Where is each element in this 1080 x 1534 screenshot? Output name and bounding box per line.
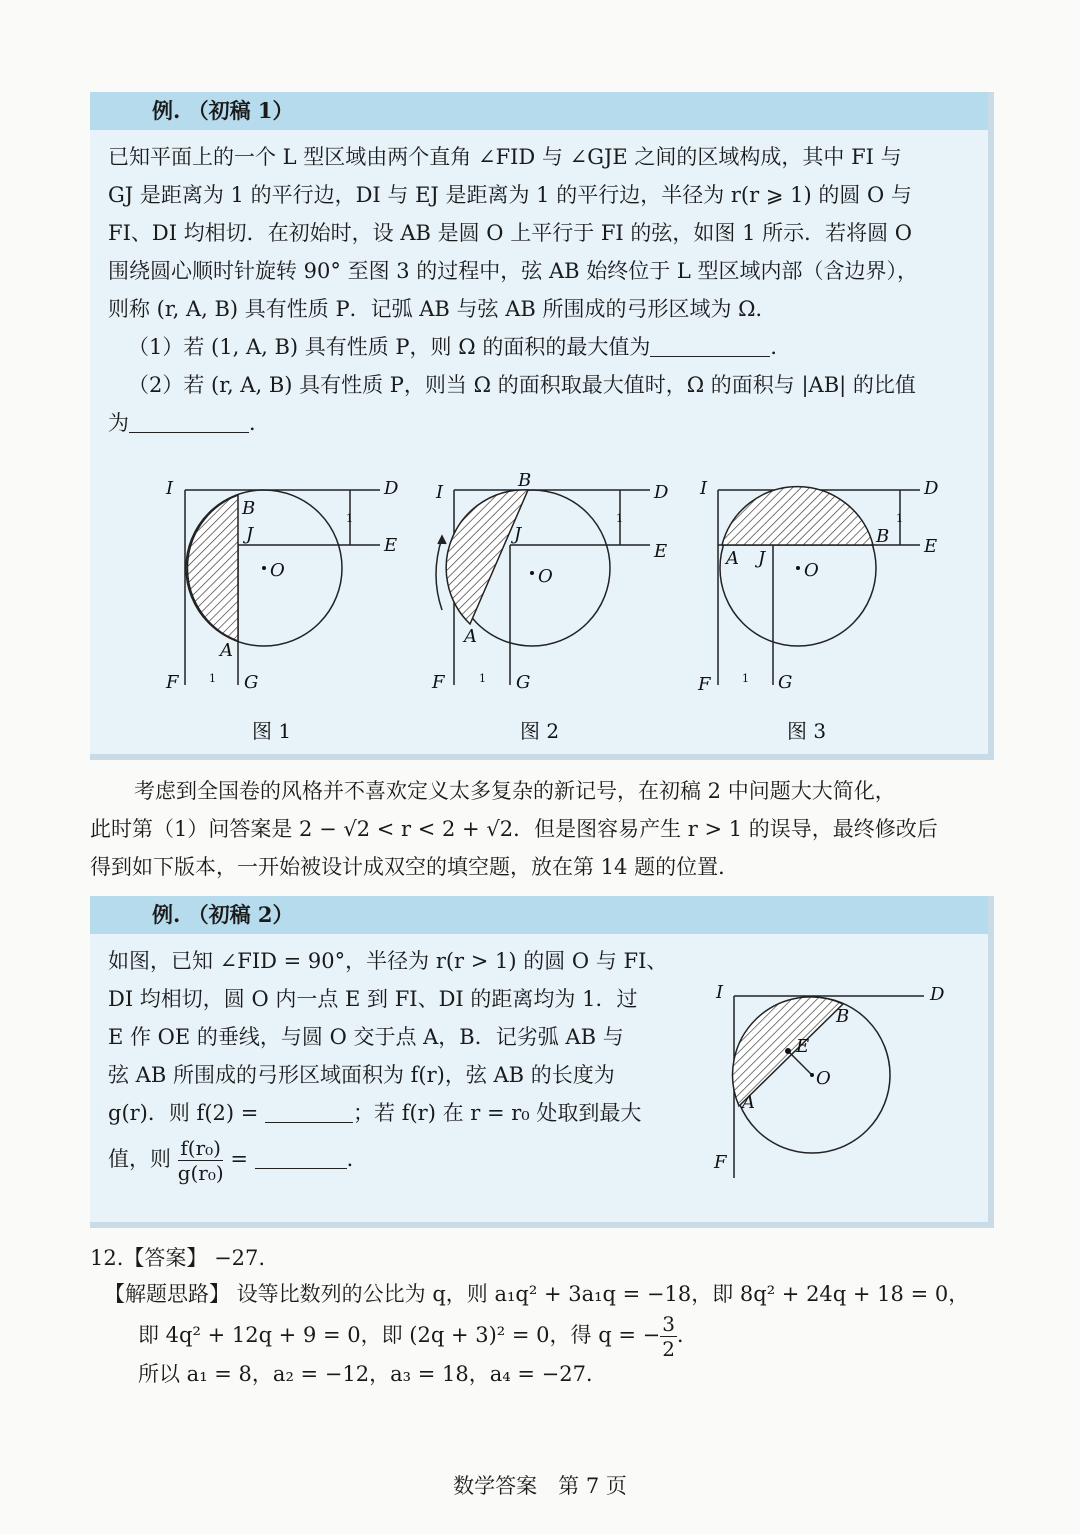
middle-paragraph [90, 772, 994, 886]
caption-fig3: 图 3 [787, 719, 827, 743]
fig1-segment [187, 495, 238, 641]
caption-fig2: 图 2 [520, 719, 560, 743]
line6-b: = [230, 1147, 248, 1171]
fig2-center-dot [530, 571, 534, 575]
answer-section [90, 1240, 994, 1392]
fig1-label-J: J [246, 524, 254, 545]
fig2-label-G: G [516, 672, 531, 693]
middle-line-3: 得到如下版本，一开始被设计成双空的填空题，放在第 14 题的位置． [90, 855, 740, 879]
line6-a: 值，则 [108, 1147, 171, 1171]
ex2-label-F: F [714, 1152, 727, 1173]
ex2-center-dot [810, 1073, 814, 1077]
fig2-label-I: I [436, 482, 444, 503]
fig3-center-dot [796, 566, 800, 570]
fig2-label-A: A [464, 626, 477, 647]
fig2-dim-vertical: 1 [616, 512, 623, 525]
q1-end: ． [770, 335, 792, 359]
fig2-dim-horizontal: 1 [479, 672, 486, 685]
example2-line-2: DI 均相切，圆 O 内一点 E 到 FI、DI 的距离均为 1．过 [108, 987, 638, 1011]
q2-end: ． [249, 411, 270, 435]
example1-line-2: GJ 是距离为 1 的平行边，DI 与 EJ 是距离为 1 的平行边，半径为 r(r ⩾ 1) 的圆 O 与 [108, 183, 912, 207]
example1-figures [90, 460, 990, 750]
example1-question-2-cont [108, 404, 970, 442]
rotation-arrow [436, 538, 442, 610]
example2-line-1: 如图，已知 ∠FID = 90°，半径为 r(r > 1) 的圆 O 与 FI、 [108, 949, 668, 973]
fig1-label-I: I [166, 478, 174, 499]
example2-line-5 [108, 1094, 688, 1132]
caption-fig1: 图 1 [252, 719, 292, 743]
fig1-label-D: D [384, 478, 399, 499]
example2-figure [702, 978, 1002, 1178]
q1-text: （1）若 (1, A, B) 具有性质 P，则 Ω 的面积的最大值为 [128, 335, 651, 359]
fig1-label-E: E [384, 535, 398, 556]
q-fraction [660, 1312, 677, 1361]
fig2-segment [446, 490, 528, 624]
example1-line-1: 已知平面上的一个 L 型区域由两个直角 ∠FID 与 ∠GJE 之间的区域构成，其中 FI 与 [108, 145, 902, 169]
fig2-label-F: F [432, 672, 445, 693]
example2-line-3: E 作 OE 的垂线，与圆 O 交于点 A，B．记劣弧 AB 与 [108, 1025, 624, 1049]
example1-question-1 [108, 328, 970, 366]
fig1-label-O: O [270, 560, 285, 581]
fig3-label-O: O [804, 560, 819, 581]
example1-box [90, 92, 994, 760]
fig3-dim-vertical: 1 [896, 512, 903, 525]
ex2-label-O: O [816, 1068, 831, 1089]
fig1-label-F: F [166, 672, 179, 693]
fig2-label-J: J [514, 524, 522, 545]
fig2-label-E: E [654, 541, 668, 562]
answer-title: 12.【答案】 −27. [90, 1246, 266, 1270]
ratio-answer-blank[interactable] [255, 1144, 347, 1169]
fig1-label-G: G [244, 672, 259, 693]
fig2-label-D: D [654, 482, 669, 503]
ex2-point-E [785, 1048, 791, 1054]
fig3-segment [722, 487, 873, 545]
line5-a: g(r)．则 f(2) = [108, 1101, 259, 1125]
fig3-label-J: J [758, 548, 766, 569]
reasoning-2-text: 即 4q² + 12q + 9 = 0，即 (2q + 3)² = 0，得 q = − [138, 1323, 661, 1347]
fig3-label-A: A [726, 548, 739, 569]
f2-answer-blank[interactable] [265, 1098, 353, 1123]
q1-answer-blank[interactable] [650, 332, 770, 357]
line5-b: ；若 f(r) 在 r = r₀ 处取到最大 [353, 1101, 642, 1125]
fig2-label-B: B [518, 470, 532, 491]
answer-reasoning-1: 【解题思路】 设等比数列的公比为 q，则 a₁q² + 3a₁q = −18，即 8q² + 24q + 18 = 0， [104, 1282, 970, 1306]
fig3-label-F: F [698, 674, 711, 695]
example2-box [90, 896, 994, 1228]
ex2-label-A: A [742, 1092, 755, 1113]
fig1-center-dot [262, 566, 266, 570]
example2-line-6 [108, 1136, 688, 1185]
q-frac-num: 3 [662, 1312, 675, 1336]
fig1-label-A: A [220, 640, 233, 661]
fig3-label-I: I [700, 478, 708, 499]
middle-line-1: 考虑到全国卷的风格并不喜欢定义太多复杂的新记号，在初稿 2 中问题大大简化， [134, 779, 896, 803]
example2-line-4: 弦 AB 所围成的弓形区域面积为 f(r)，弦 AB 的长度为 [108, 1063, 615, 1087]
example1-line-5: 则称 (r, A, B) 具有性质 P．记弧 AB 与弦 AB 所围成的弓形区域为 Ω． [108, 297, 777, 321]
ex2-label-B: B [836, 1006, 850, 1027]
answer-reasoning-2 [90, 1312, 994, 1361]
example1-line-3: FI、DI 均相切．在初始时，设 AB 是圆 O 上平行于 FI 的弦，如图 1 所示．若将圆 O [108, 221, 913, 245]
reasoning-2-end: . [676, 1323, 684, 1347]
example1-question-2: （2）若 (r, A, B) 具有性质 P，则当 Ω 的面积取最大值时，Ω 的面积与 |AB| 的比值 [128, 373, 916, 397]
q2-cont: 为 [108, 411, 129, 435]
middle-line-2: 此时第（1）问答案是 2 − √2 < r < 2 + √2．但是图容易产生 r > 1 的误导，最终修改后 [90, 817, 938, 841]
fig2-label-O: O [538, 566, 553, 587]
example1-header: 例. （初稿 1） [90, 92, 988, 130]
fig3-dim-horizontal: 1 [742, 672, 749, 685]
fig3-label-E: E [924, 536, 938, 557]
fig3-label-B: B [876, 526, 890, 547]
example2-header: 例. （初稿 2） [90, 896, 988, 934]
line6-end: ． [346, 1147, 368, 1171]
ex2-label-D: D [930, 984, 945, 1005]
page-footer: 数学答案 第 7 页 [453, 1474, 627, 1498]
fig3-label-G: G [778, 672, 793, 693]
ratio-fraction [178, 1136, 224, 1185]
fig1-dim-vertical: 1 [346, 512, 353, 525]
answer-reasoning-3: 所以 a₁ = 8，a₂ = −12，a₃ = 18，a₄ = −27. [138, 1362, 593, 1386]
frac-denominator: g(r₀) [177, 1161, 224, 1185]
frac-numerator: f(r₀) [180, 1136, 221, 1160]
figure-3 [718, 487, 920, 685]
fig1-dim-horizontal: 1 [209, 672, 216, 685]
fig3-label-D: D [924, 478, 939, 499]
example1-line-4: 围绕圆心顺时针旋转 90° 至图 3 的过程中，弦 AB 始终位于 L 型区域内部（含边界）， [108, 259, 919, 283]
q2-answer-blank[interactable] [129, 408, 249, 433]
ex2-label-E: E [796, 1036, 810, 1057]
ex2-label-I: I [716, 982, 724, 1003]
fig1-label-B: B [242, 498, 256, 519]
q-frac-den: 2 [662, 1337, 675, 1361]
